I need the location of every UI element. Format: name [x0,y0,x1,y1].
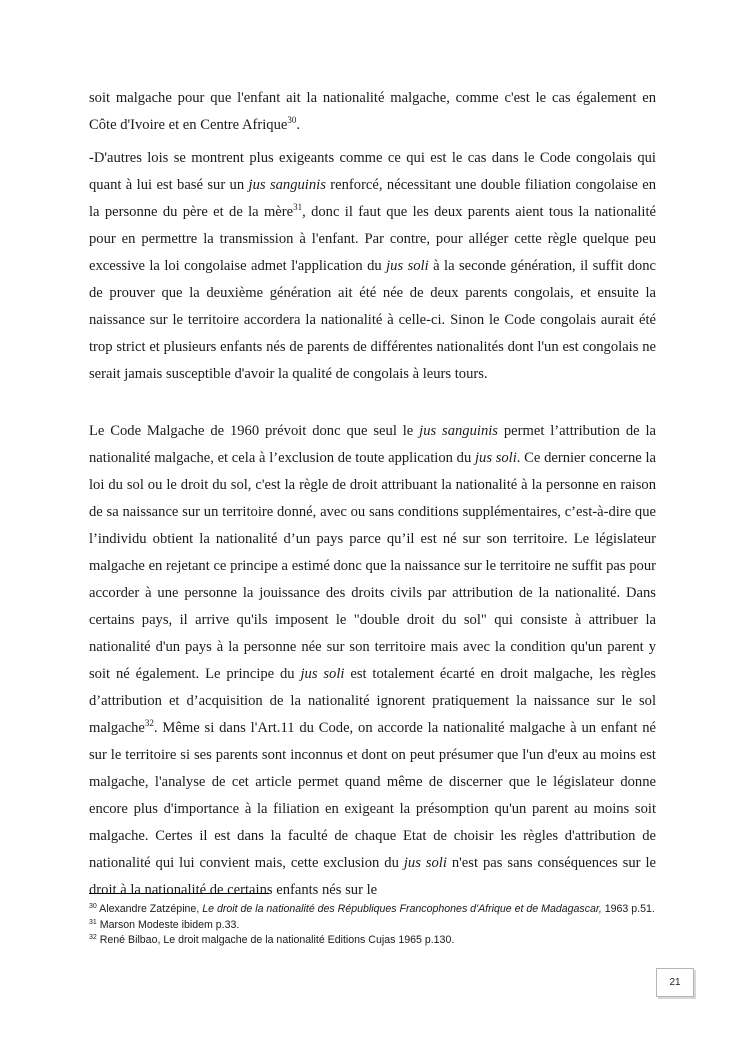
footnote-32 [89,933,656,949]
footnote-number: 32 [89,934,97,941]
footnote-text: Marson Modeste ibidem p.33. [99,918,240,931]
para3-text-a: Le Code Malgache de 1960 prévoit donc que seul le [89,423,420,439]
paragraph-3 [89,418,656,904]
para2-italic-a: jus sanguinis [248,177,326,193]
para3-italic-a: jus sanguinis [419,423,498,439]
para1-text-b: . [296,117,301,133]
page-number-box [656,968,694,997]
footnote-ref-31[interactable]: 31 [293,202,303,212]
footnote-ref-32[interactable]: 32 [144,718,154,728]
paragraph-1 [89,85,656,139]
para3-text-d: est totalement écarté en droit malgache, les règles d’attribution et d’acquisition de la nationalité ignorent pratiquement la naissance sur le sol malgache [89,666,656,736]
para2-text-a: -D'autres lois se montrent plus exigeants comme ce qui est le cas dans le Code congolais qui quant à lui est basé sur un [89,150,656,193]
para3-italic-e: jus soli [403,855,447,871]
footnote-separator [89,893,269,894]
footnote-number: 31 [89,918,97,926]
footnote-text-end: 1963 p.51. [601,903,655,915]
footnote-31 [89,918,656,934]
footnote-30 [89,902,656,918]
para1-text-a: soit malgache pour que l'enfant ait la nationalité malgache, comme c'est le cas également en Côte d'Ivoire et en Centre Afrique [89,90,656,133]
para3-italic-c: jus soli [300,666,345,682]
para3-text-c: . Ce dernier concerne la loi du sol ou le droit du sol, c'est la règle de droit attribuant la nationalité à la personne en raison de sa naissance sur un territoire donné, avec ou sans conditions supplémentaires, c’est-à-dire que l’individu obtient la nationalité d’un pays parce qu’il est né sur son territoire. Le législateur malgache en rejetant ce principe a estimé donc que la naissance sur le territoire ne suffit pas pour accorder à une personne la jouissance des droits civils par attribution de la nationalité. Dans certains pays, il arrive qu'ils imposent le "double droit du sol" qui consiste à attribuer la nationalité d'un pays à la personne née sur son territoire mais avec la condition qu'un parent y soit né également. Le principe du [89,450,657,682]
footnote-title: Le droit de la nationalité des Républiques Francophones d'Afrique et de Madagascar, [202,903,602,915]
para2-italic-c: jus soli [386,258,429,274]
footnote-text: Alexandre Zatzépine, [99,903,203,915]
para3-text-f: n'est pas sans conséquences sur le droit à la nationalité de certains enfants nés sur le [89,855,656,898]
footnote-number: 30 [89,903,97,910]
page-number: 21 [669,977,681,988]
para2-text-b: renforcé, nécessitant une double filiation congolaise en la personne du père et de la mère [89,177,657,220]
para3-text-b: permet l’attribution de la nationalité malgache, et cela à l’exclusion de toute application du [89,423,656,466]
para2-text-c: , donc il faut que les deux parents aient tous la nationalité pour en permettre la transmission à l'enfant. Par contre, pour alléger cette règle quelque peu excessive la loi congolaise admet l'application du [89,204,656,274]
para3-italic-b: jus soli [474,450,517,466]
footnote-ref-30[interactable]: 30 [287,115,297,125]
paragraph-2 [89,145,656,388]
footnote-text: René Bilbao, Le droit malgache de la nationalité Editions Cujas 1965 p.130. [99,934,455,946]
para2-text-d: à la seconde génération, il suffit donc de prouver que la deuxième génération ait été née de deux parents congolais, et ensuite la naissance sur le territoire accordera la nationalité à celle-ci. Sinon le Code congolais aurait été trop strict et plusieurs enfants nés de parents de différentes nationalités dont l'un est congolais ne serait jamais susceptible d'avoir la qualité de congolais à leurs tours. [89,258,657,382]
footnotes [89,902,656,949]
para3-text-e: . Même si dans l'Art.11 du Code, on accorde la nationalité malgache à un enfant né sur le territoire si ses parents sont inconnus et dont on peut présumer que l'un d'eux au moins est malgache, l'analyse de cet article permet quand même de discerner que le législateur donne encore plus d'importance à la filiation en exigeant la présomption qu'un parent au moins soit malgache. Certes il est dans la faculté de chaque Etat de choisir les règles d'attribution de nationalité qui lui convient mais, cette exclusion du [89,720,656,871]
